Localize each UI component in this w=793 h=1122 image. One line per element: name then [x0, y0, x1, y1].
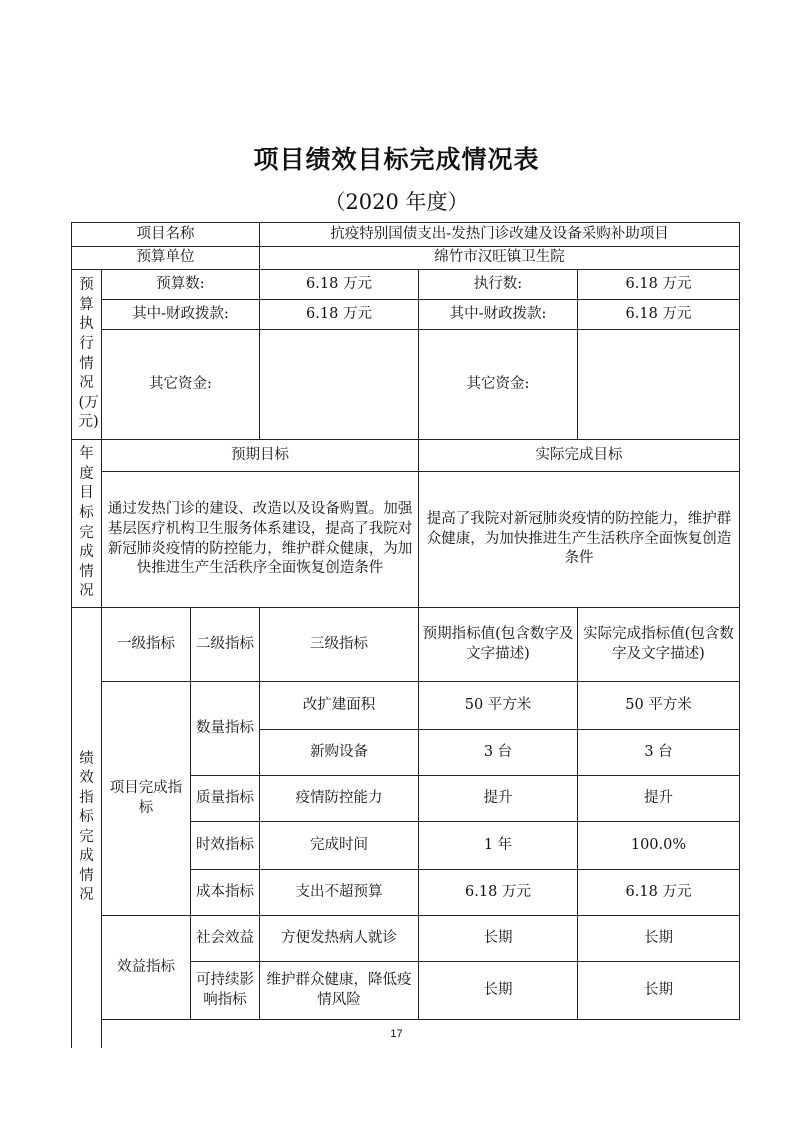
expected-goal-header: 预期目标: [102, 440, 419, 472]
level3-cell: 完成时间: [260, 822, 419, 870]
header-level1: 一级指标: [102, 608, 191, 682]
level2-cell: 成本指标: [191, 870, 260, 916]
budget-unit-value: 绵竹市汉旺镇卫生院: [260, 247, 740, 270]
performance-table: [71, 222, 740, 1048]
level3-cell: 疫情防控能力: [260, 776, 419, 822]
page-subtitle: （2020 年度）: [324, 190, 469, 214]
other-funds-exec-label: 其它资金:: [419, 330, 578, 440]
header-level3: 三级指标: [260, 608, 419, 682]
table-row: [72, 916, 740, 962]
exec-label: 执行数:: [419, 270, 578, 300]
expected-cell: 长期: [419, 962, 578, 1020]
fiscal-value: 6.18 万元: [260, 300, 419, 330]
row-budget-unit: [72, 247, 740, 270]
expected-cell: 3 台: [419, 730, 578, 776]
fiscal-exec-label: 其中-财政拨款:: [419, 300, 578, 330]
exec-value: 6.18 万元: [578, 270, 740, 300]
other-funds-value: [260, 330, 419, 440]
page-number: 17: [390, 1028, 403, 1040]
expected-cell: 提升: [419, 776, 578, 822]
actual-cell: 3 台: [578, 730, 740, 776]
group-benefit: 效益指标: [102, 916, 191, 1020]
row-indicator-header: [72, 608, 740, 682]
actual-cell: 6.18 万元: [578, 870, 740, 916]
project-name-value: 抗疫特别国债支出-发热门诊改建及设备采购补助项目: [260, 223, 740, 247]
table-row: [72, 682, 740, 730]
expected-cell: 6.18 万元: [419, 870, 578, 916]
expected-cell: 50 平方米: [419, 682, 578, 730]
budget-section-label: 预算执行情况(万元): [72, 270, 102, 440]
level2-cell: 时效指标: [191, 822, 260, 870]
group-project-completion: 项目完成指标: [102, 682, 191, 916]
expected-cell: 长期: [419, 916, 578, 962]
row-budget-amount: [72, 270, 740, 300]
level2-cell: 数量指标: [191, 682, 260, 776]
fiscal-exec-value: 6.18 万元: [578, 300, 740, 330]
level2-cell: 社会效益: [191, 916, 260, 962]
level3-cell: 支出不超预算: [260, 870, 419, 916]
budget-value: 6.18 万元: [260, 270, 419, 300]
row-project-name: [72, 223, 740, 247]
budget-label: 预算数:: [102, 270, 260, 300]
level3-cell: 维护群众健康，降低疫情风险: [260, 962, 419, 1020]
project-name-label: 项目名称: [72, 223, 260, 247]
other-funds-label: 其它资金:: [102, 330, 260, 440]
actual-cell: 提升: [578, 776, 740, 822]
level2-cell: 质量指标: [191, 776, 260, 822]
fiscal-label: 其中-财政拨款:: [102, 300, 260, 330]
page-title: 项目绩效目标完成情况表: [253, 145, 540, 174]
actual-goal-header: 实际完成目标: [419, 440, 740, 472]
level3-cell: 新购设备: [260, 730, 419, 776]
level3-cell: 改扩建面积: [260, 682, 419, 730]
actual-cell: 长期: [578, 962, 740, 1020]
actual-cell: 100.0%: [578, 822, 740, 870]
actual-cell: 长期: [578, 916, 740, 962]
goals-section-label: 年度目标完成情况: [72, 440, 102, 608]
expected-goal-text: 通过发热门诊的建设、改造以及设备购置。加强基层医疗机构卫生服务体系建设，提高了我院对新冠肺炎疫情的防控能力，维护群众健康，为加快推进生产生活秩序全面恢复创造条件: [102, 472, 419, 608]
actual-cell: 50 平方米: [578, 682, 740, 730]
budget-unit-label: 预算单位: [72, 247, 260, 270]
row-goals-header: [72, 440, 740, 472]
header-level2: 二级指标: [191, 608, 260, 682]
row-other-funds: [72, 330, 740, 440]
header-expected: 预期指标值(包含数字及文字描述): [419, 608, 578, 682]
level2-cell: 可持续影响指标: [191, 962, 260, 1020]
other-funds-exec-value: [578, 330, 740, 440]
level3-cell: 方便发热病人就诊: [260, 916, 419, 962]
row-fiscal: [72, 300, 740, 330]
indicators-section-label: 绩效指标完成情况: [72, 608, 102, 1048]
header-actual: 实际完成指标值(包含数字及文字描述): [578, 608, 740, 682]
actual-goal-text: 提高了我院对新冠肺炎疫情的防控能力，维护群众健康，为加快推进生产生活秩序全面恢复创造条件: [419, 472, 740, 608]
expected-cell: 1 年: [419, 822, 578, 870]
row-goals-text: [72, 472, 740, 608]
